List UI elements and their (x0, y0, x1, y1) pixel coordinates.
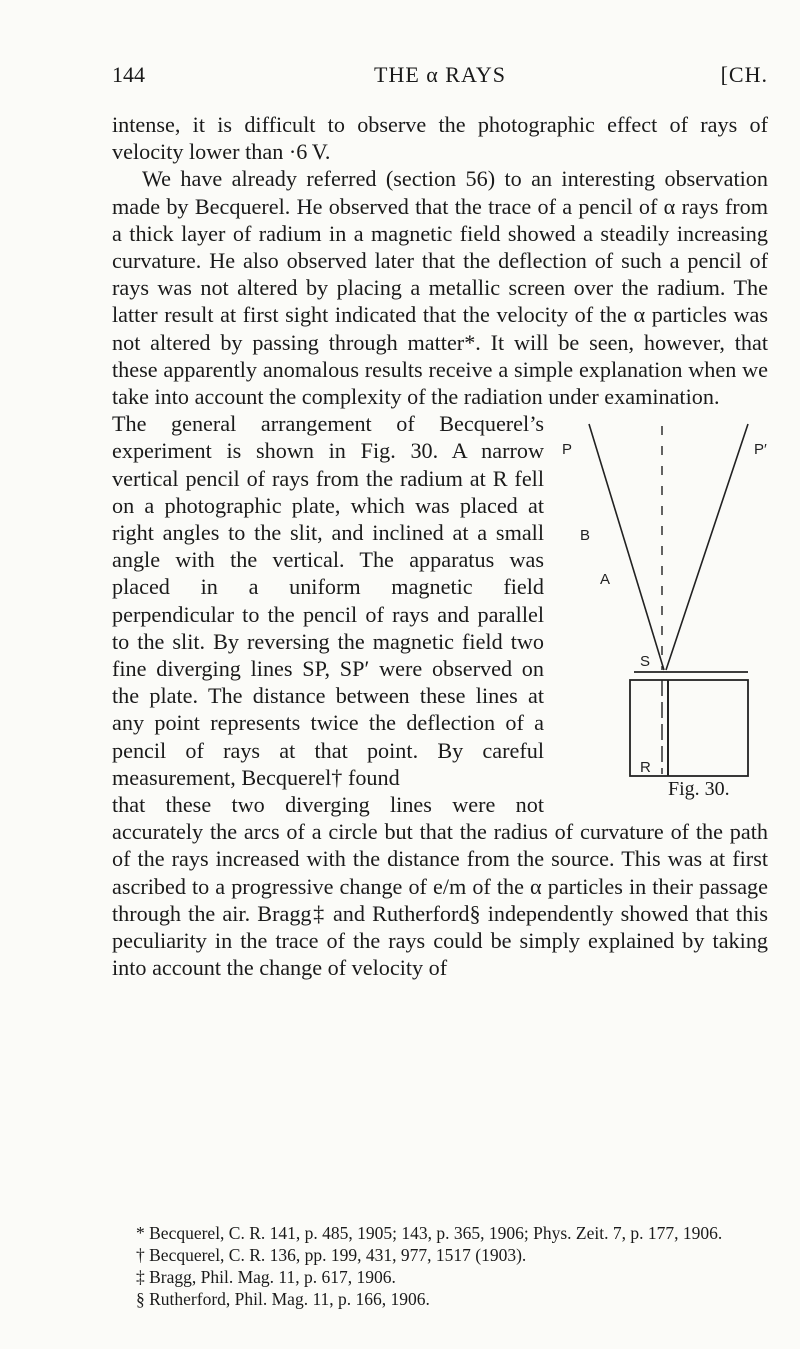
paragraph-1: intense, it is difficult to observe the photographic effect of rays of velocity lower than ·6 V. (112, 112, 768, 165)
paragraph-2-figure-part: The general arrangement of Becquerel’s experiment is shown in Fig. 30. A narrow vertical pencil of rays from the radium at R fell on a photographic plate, which was placed at right angles to the slit, and inclined at a small angle with the vertical. The apparatus was placed in a uniform magnetic field perpendicular to the pencil of rays and parallel to the slit. By reversing the magnetic field two fine diverging lines SP, SP′ were observed on the plate. The distance between these lines at any point represents twice the deflection of a pencil of rays at that point. By careful measurement, Becquerel† found (112, 411, 544, 790)
label-s: S (640, 653, 651, 671)
paragraph-2-intro: We have already referred (section 56) to an interesting observation made by Becquerel. He observed that the trace of a pencil of α rays from a thick layer of radium in a magnetic field showed a steadily increasing curvature. He also observed later that the deflection of such a pencil of rays was not altered by placing a metallic screen over the radium. The latter result at first sight indicated that the velocity of the α particles was not altered by passing through matter*. It will be seen, however, that these apparently anomalous results receive a simple explanation when we take into account the complexity of the radiation under examination. (112, 166, 768, 410)
line-sp-prime (666, 424, 748, 670)
footnote-3: ‡ Bragg, Phil. Mag. 11, p. 617, 1906. (136, 1267, 396, 1287)
footnote-1: * Becquerel, C. R. 141, p. 485, 1905; 143, p. 365, 1906; Phys. Zeit. 7, p. 177, 1906. (136, 1223, 723, 1243)
figure-caption: Fig. 30. (668, 778, 730, 801)
footnote-2: † Becquerel, C. R. 136, pp. 199, 431, 977, 1517 (1903). (136, 1245, 527, 1265)
footnotes (112, 1222, 768, 1310)
body-text (112, 111, 768, 982)
line-sp (589, 424, 664, 670)
label-p: P (562, 441, 573, 459)
running-header (112, 62, 768, 92)
experiment-diagram (558, 414, 778, 806)
running-title: THE α RAYS (374, 62, 506, 87)
figure-30 (558, 414, 778, 806)
label-p-prime: P′ (754, 441, 767, 459)
label-a: A (600, 571, 611, 589)
chapter-marker: [CH. (720, 62, 768, 87)
label-b: B (580, 527, 591, 545)
page-number: 144 (112, 62, 145, 87)
label-r: R (640, 759, 651, 777)
footnote-4: § Rutherford, Phil. Mag. 11, p. 166, 1906. (136, 1289, 430, 1309)
paragraph-2-rest: that these two diverging lines were not accurately the arcs of a circle but that the radius of curvature of the path of the rays increased with the distance from the source. This was at first ascribed to a progressive change of e/m of the α particles in their passage through the air. Bragg‡ and Rutherford§ independently showed that this peculiarity in the trace of the rays could be simply explained by taking into account the change of velocity of (112, 792, 768, 981)
